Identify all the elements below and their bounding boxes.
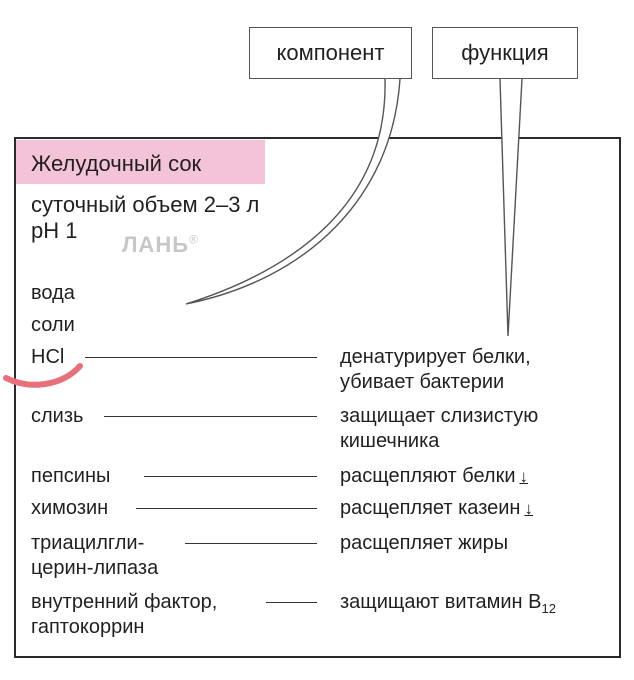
panel-title: Желудочный сок <box>31 151 202 176</box>
connector-mucus <box>104 416 317 417</box>
component-water: вода <box>31 282 75 304</box>
component-intrinsic-factor-line2: гаптокоррин <box>31 616 145 638</box>
daily-volume: суточный объем 2–3 л <box>31 192 260 217</box>
connector-lipase <box>185 543 317 544</box>
connector-intrinsic-factor <box>266 602 317 603</box>
component-hcl: HCl <box>31 346 65 368</box>
function-chymosin-text: расщепляет казеин <box>340 497 521 519</box>
component-label: компонент <box>276 40 385 65</box>
callout-function <box>500 79 522 336</box>
function-lipase: расщепляет жиры <box>340 532 509 554</box>
function-hcl-line2: убивает бактерии <box>340 371 505 393</box>
function-pepsins <box>340 464 528 489</box>
component-intrinsic-factor-line1: внутренний фактор, <box>31 591 218 613</box>
vitamin-subscript: 12 <box>541 601 556 616</box>
down-arrow-icon: ↓ <box>519 467 528 486</box>
component-chymosin: химозин <box>31 497 109 519</box>
component-salts: соли <box>31 314 75 336</box>
component-mucus: слизь <box>31 405 84 427</box>
connector-pepsins <box>144 476 317 477</box>
function-intrinsic-factor <box>340 590 556 621</box>
function-mucus-line1: защищает слизистую <box>340 405 539 427</box>
function-mucus-line2: кишечника <box>340 430 440 452</box>
component-lipase-line2: церин-липаза <box>31 557 159 579</box>
ph-value: pH 1 <box>31 218 78 243</box>
component-lipase-line1: триацилгли- <box>31 532 145 554</box>
component-pepsins: пепсины <box>31 465 111 487</box>
lan-watermark-logo: ЛАНЬ® <box>122 232 199 257</box>
function-label-box <box>432 27 578 79</box>
function-hcl-line1: денатурирует белки, <box>340 346 531 368</box>
function-intrinsic-factor-text: защищают витамин B <box>340 591 542 613</box>
connector-hcl <box>85 357 317 358</box>
function-pepsins-text: расщепляют белки <box>340 465 516 487</box>
connector-chymosin <box>136 508 317 509</box>
function-label: функция <box>461 40 549 65</box>
function-chymosin <box>340 496 533 521</box>
component-label-box <box>249 27 412 79</box>
down-arrow-icon: ↓ <box>524 499 533 518</box>
